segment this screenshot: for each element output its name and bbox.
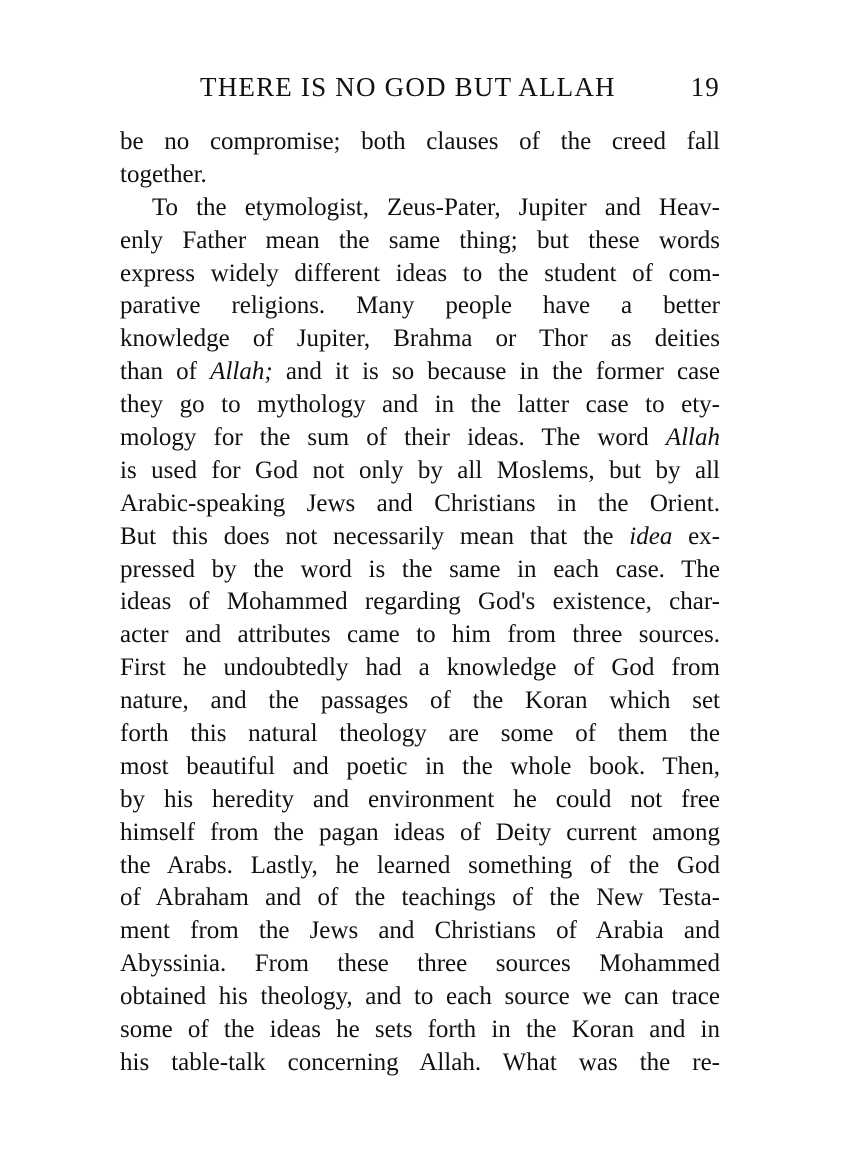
text-line-26: Abyssinia. From these three sources Mohammed: [120, 950, 720, 978]
text-line-5: express widely different ideas to the student of com-: [120, 259, 720, 287]
text-line-10-before: mology for the sum of their ideas. The word: [120, 424, 649, 452]
text-line-29: his table-talk concerning Allah. What was the re-: [120, 1048, 720, 1076]
page-number: 19: [690, 72, 720, 102]
text-line-8-before: than of: [120, 358, 211, 386]
text-line-3: To the etymologist, Zeus-Pater, Jupiter and Heav-: [152, 193, 720, 221]
text-line-28: some of the ideas he sets forth in the Koran and in: [120, 1016, 720, 1044]
text-line-20: most beautiful and poetic in the whole book. Then,: [120, 752, 720, 780]
text-line-24: of Abraham and of the teachings of the New Testa-: [120, 884, 720, 912]
text-line-13-after: ex-: [672, 522, 721, 550]
text-line-12: Arabic-speaking Jews and Christians in the Orient.: [120, 489, 720, 517]
text-line-19: forth this natural theology are some of them the: [120, 720, 720, 748]
text-line-14: pressed by the word is the same in each case. The: [120, 555, 720, 583]
text-line-8-after: and it is so because in the former case: [272, 358, 721, 386]
text-line-15: ideas of Mohammed regarding God's existence, char-: [120, 588, 720, 616]
italic-allah-2: Allah: [665, 424, 721, 452]
text-line-9: they go to mythology and in the latter case to ety-: [120, 391, 720, 419]
text-line-1: be no compromise; both clauses of the creed fall: [120, 128, 720, 155]
text-line-27: obtained his theology, and to each source we can trace: [120, 983, 720, 1011]
text-line-25: ment from the Jews and Christians of Arabia and: [120, 917, 720, 945]
text-line-23: the Arabs. Lastly, he learned something of the God: [120, 851, 720, 879]
text-line-10: [120, 422, 720, 455]
italic-idea: idea: [629, 522, 673, 550]
text-line-13-before: But this does not necessarily mean that the: [120, 522, 614, 550]
italic-allah: Allah;: [210, 358, 273, 386]
text-line-13: [120, 521, 720, 554]
text-line-6: parative religions. Many people have a better: [120, 292, 720, 320]
text-line-22: himself from the pagan ideas of Deity current among: [120, 818, 720, 846]
text-line-17: First he undoubtedly had a knowledge of God from: [120, 654, 720, 682]
text-line-8: [120, 356, 720, 389]
text-line-2: together.: [120, 160, 207, 188]
text-line-11: is used for God not only by all Moslems, but by all: [120, 456, 720, 484]
running-title: THERE IS NO GOD BUT ALLAH: [200, 72, 616, 102]
text-line-18: nature, and the passages of the Koran which set: [120, 687, 720, 715]
text-line-21: by his heredity and environment he could not free: [120, 785, 720, 813]
text-line-16: acter and attributes came to him from three sources.: [120, 621, 720, 649]
running-head: [120, 72, 724, 112]
body-text: [120, 126, 720, 1080]
text-line-4: enly Father mean the same thing; but these words: [120, 226, 720, 254]
text-line-7: knowledge of Jupiter, Brahma or Thor as deities: [120, 325, 720, 353]
